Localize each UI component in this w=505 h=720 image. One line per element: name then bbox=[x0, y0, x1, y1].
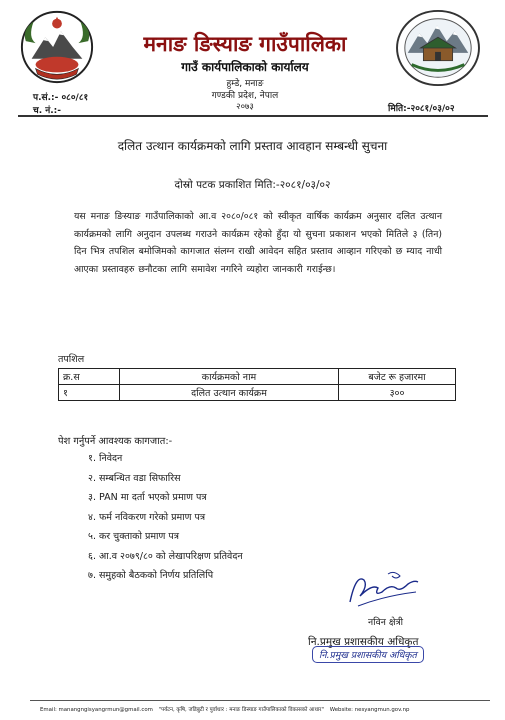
municipality-logo-icon bbox=[394, 8, 482, 88]
notice-body: यस मनाङ ङिस्याङ गाउँपालिकाको आ.व २०८०/०८१ को स्वीकृत वार्षिक कार्यक्रम अनुसार दलित उत्थान कार्यक्रमको लागि अनुदान उपलब्ध गराउने कार्यक्रम रहेको हुँदा यो सुचना प्रकाशन भएको मितिले ३ (तिन) दिन भित्र तपशिल बमोजिमको कागजात संलग्न राखी आवेदन सहित प्रस्ताव आव्हान गरिएको छ म्याद नाधी आएका प्रस्तावहरु छनौटका लागि समावेश नगरिने व्यहोरा जानकारी गराईन्छ। bbox=[74, 211, 442, 275]
list-item: २. सम्बन्धित वडा सिफारिस bbox=[88, 472, 181, 484]
header-divider bbox=[18, 115, 488, 117]
signature-mark bbox=[344, 566, 424, 610]
list-item: ४. फर्म नविकरण गरेको प्रमाण पत्र bbox=[88, 511, 206, 523]
dispatch-number: च. नं.:- bbox=[33, 106, 62, 116]
established-year: २०७३ bbox=[236, 102, 254, 112]
table-row bbox=[59, 385, 456, 401]
publication-date: दोस्रो पटक प्रकाशित मिति:-२०८१/०३/०२ bbox=[174, 179, 331, 191]
program-table bbox=[58, 368, 456, 401]
cell-serial: १ bbox=[59, 385, 120, 401]
cell-budget: ३०० bbox=[339, 385, 456, 401]
list-item: ३. PAN मा दर्ता भएको प्रमाण पत्र bbox=[88, 492, 207, 503]
list-item: ७. समुहको बैठकको निर्णय प्रतिलिपि bbox=[88, 570, 214, 581]
office-name: गाउँ कार्यपालिकाको कार्यालय bbox=[181, 60, 309, 74]
letter-date: मिति:-२०८१/०३/०२ bbox=[388, 104, 455, 114]
column-header-program: कार्यक्रमको नाम bbox=[120, 369, 339, 385]
footer bbox=[40, 705, 490, 713]
signatory-title: नि.प्रमुख प्रशासकीय अधिकृत bbox=[308, 636, 419, 648]
footer-divider bbox=[30, 700, 490, 701]
notice-subject: दलित उत्थान कार्यक्रमको लागि प्रस्ताव आवहान सम्बन्धी सुचना bbox=[117, 139, 388, 153]
signatory-name: नविन क्षेत्री bbox=[368, 617, 404, 628]
column-header-budget: बजेट रू हजारमा bbox=[339, 369, 456, 385]
reference-number: प.सं.:- ०८०/८१ bbox=[33, 93, 89, 103]
footer-website: Website: nesyangmun.gov.np bbox=[329, 707, 410, 713]
list-item: ५. कर चुक्ताको प्रमाण पत्र bbox=[88, 531, 180, 542]
municipality-name: मनाङ ङिस्याङ गाउँपालिका bbox=[143, 32, 347, 56]
table-caption: तपशिल bbox=[58, 354, 85, 365]
footer-email: Email: manangngisyangrmun@gmail.com bbox=[40, 707, 153, 713]
documents-heading: पेश गर्नुपर्ने आवश्यक कागजात:- bbox=[58, 436, 173, 447]
list-item: ६. आ.व २०७९/८० को लेखापरिक्षण प्रतिवेदन bbox=[88, 550, 243, 562]
table-header-row bbox=[59, 369, 456, 385]
documents-list bbox=[88, 449, 243, 586]
nepal-emblem-icon bbox=[18, 8, 96, 86]
cell-program: दलित उत्थान कार्यक्रम bbox=[120, 385, 339, 401]
office-province: गण्डकी प्रदेश, नेपाल bbox=[211, 91, 279, 101]
column-header-serial: क्र.स bbox=[59, 369, 120, 385]
official-stamp: नि.प्रमुख प्रशासकीय अधिकृत bbox=[312, 646, 424, 663]
list-item: १. निवेदन bbox=[88, 453, 123, 464]
office-location: हुम्डे, मनाङ bbox=[226, 79, 264, 89]
footer-slogan: "पर्यटन, कृषि, जडिबुटी र पुर्वाधार : मनाङ ङिस्याङ गाउँपालिकाको विकासको आधार" bbox=[158, 707, 324, 713]
